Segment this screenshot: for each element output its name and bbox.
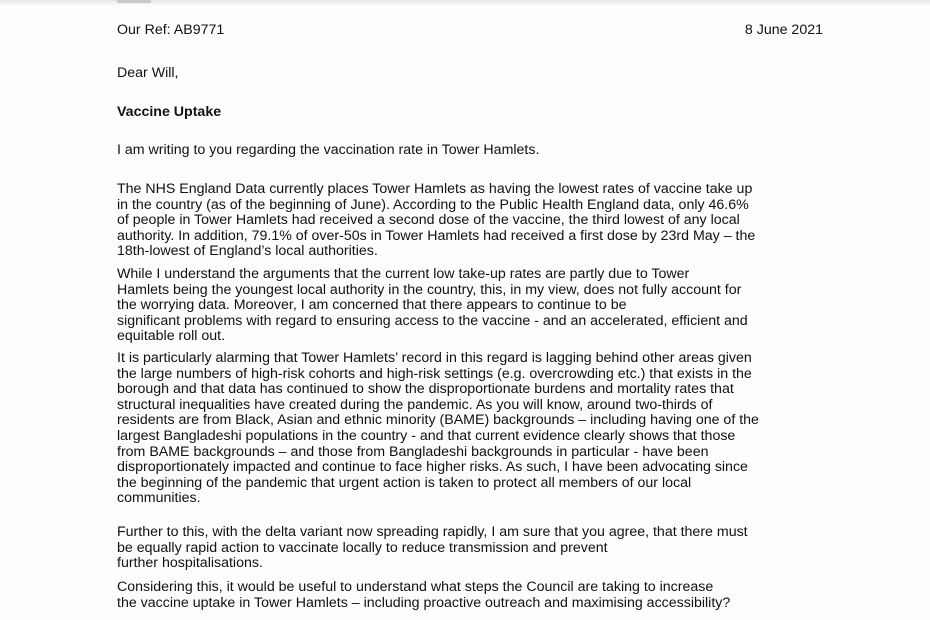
paragraph-line: in the country (as of the beginning of June). According to the Public Health England data, only 46.6% [117,196,749,213]
paragraph-line: the beginning of the pandemic that urgent action is taken to protect all members of our local [117,474,692,491]
paragraph-line: equitable roll out. [117,328,226,345]
paragraph-line: communities. [117,490,201,507]
salutation: Dear Will, [117,65,179,81]
paragraph-line: largest Bangladeshi populations in the country - and that current evidence clearly shows that those [117,427,736,444]
paragraph-line: While I understand the arguments that the current low take-up rates are partly due to Tower [117,266,690,282]
paragraph-line: Further to this, with the delta variant now spreading rapidly, I am sure that you agree, that there must [117,524,748,540]
paragraph-concerns [117,267,837,345]
paragraph-delta-variant [117,525,837,572]
paragraph-intro [117,143,837,159]
paragraph-line: Hamlets being the youngest local authority in the country, this, in my view, does not fully account for [117,281,742,298]
paragraph-line: the vaccine uptake in Tower Hamlets – including proactive outreach and maximising accessibility? [117,594,731,611]
letter-header [117,23,823,41]
paragraph-request [117,580,837,611]
paragraph-line: from BAME backgrounds – and those from Bangladeshi backgrounds in particular - have been [117,443,709,460]
paragraph-line: significant problems with regard to ensuring access to the vaccine - and an accelerated, efficient and [117,312,748,329]
paragraph-line: of people in Tower Hamlets had received a second dose of the vaccine, the third lowest of any local [117,212,740,229]
paragraph-line: further hospitalisations. [117,555,263,572]
letter-date: 8 June 2021 [744,22,823,38]
paragraph-line: The NHS England Data currently places Tower Hamlets as having the lowest rates of vaccine take up [117,181,753,197]
paragraph-line: the worrying data. Moreover, I am concerned that there appears to continue to be [117,297,627,314]
paragraph-nhs-data [117,182,837,260]
paragraph-line: disproportionately impacted and continue to face higher risks. As such, I have been advocating since [117,459,748,476]
reference-number: Our Ref: AB9771 [117,22,225,38]
paragraph-line: Considering this, it would be useful to understand what steps the Council are taking to increase [117,579,714,595]
subject-heading: Vaccine Uptake [117,104,222,120]
paragraph-line: be equally rapid action to vaccinate locally to reduce transmission and prevent [117,539,608,556]
paragraph-line: residents are from Black, Asian and ethnic minority (BAME) backgrounds – including having one of the [117,412,759,429]
paragraph-line: 18th-lowest of England’s local authorities. [117,243,378,260]
paragraph-line: It is particularly alarming that Tower Hamlets’ record in this regard is lagging behind other areas given [117,350,752,366]
paragraph-line: authority. In addition, 79.1% of over-50s in Tower Hamlets had received a first dose by 23rd May – the [117,227,756,244]
paragraph-inequalities [117,351,837,507]
paragraph-line: I am writing to you regarding the vaccination rate in Tower Hamlets. [117,142,540,158]
cropped-header-mark [117,0,151,3]
paragraph-line: borough and that data has continued to show the disproportionate burdens and mortality rates that [117,381,734,398]
paragraph-line: the large numbers of high-risk cohorts and high-risk settings (e.g. overcrowding etc.) that exists in the [117,365,752,382]
paragraph-line: structural inequalities have created during the pandemic. As you will know, around two-thirds of [117,396,713,413]
